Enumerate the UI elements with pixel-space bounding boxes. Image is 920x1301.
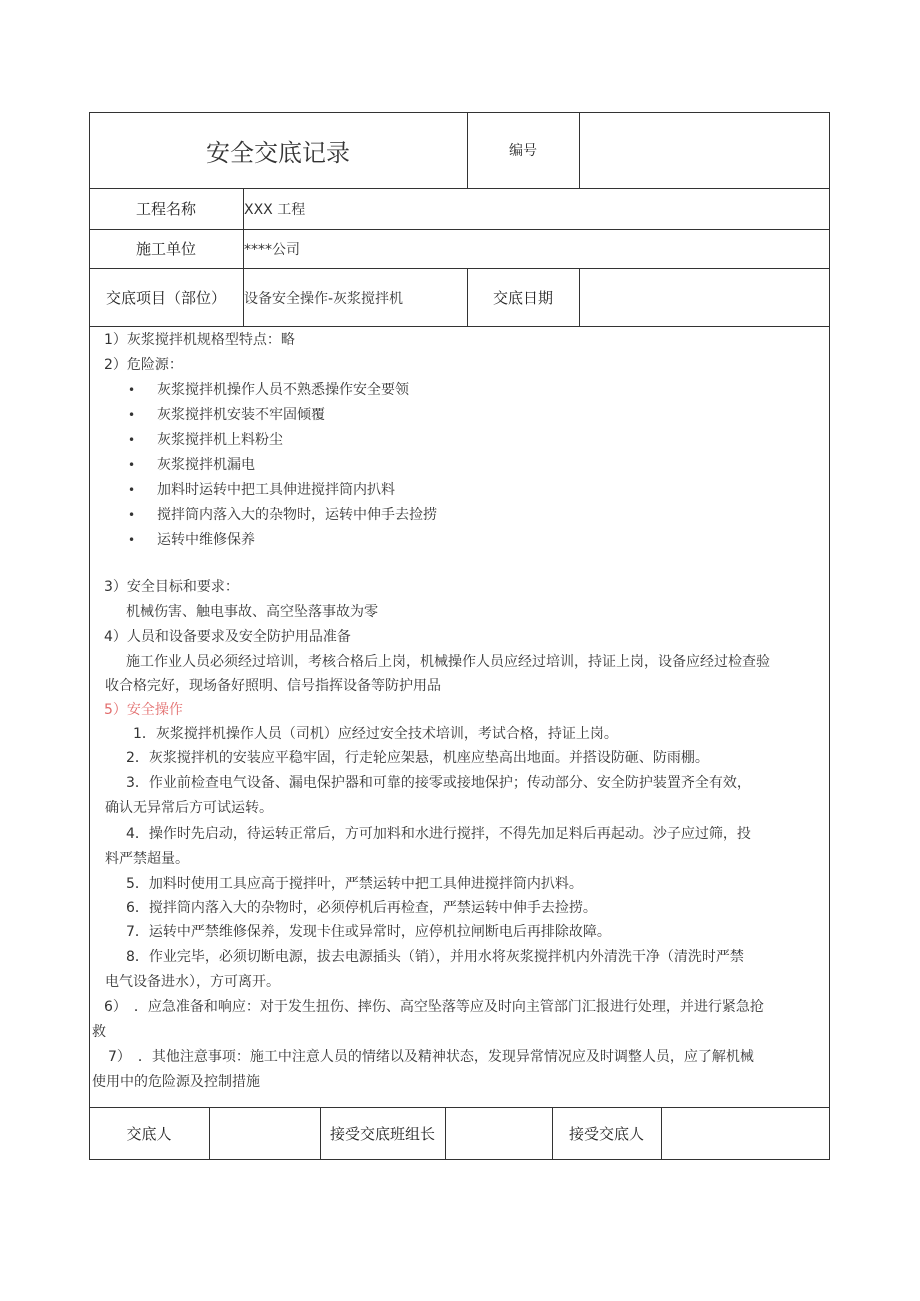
section-6: 6） ．应急准备和响应：对于发生扭伤、摔伤、高空坠落等应及时向主管部门汇报进行处理，并进行紧急抢	[104, 999, 764, 1015]
operation-item: 电气设备进水），方可离开。	[105, 974, 280, 990]
operation-item: 7．运转中严禁维修保养，发现卡住或异常时，应停机拉闸断电后再排除故障。	[126, 924, 611, 940]
section-5: 5）安全操作	[104, 702, 183, 718]
hazard-item: 加料时运转中把工具伸进搅拌筒内扒料	[157, 482, 395, 498]
section-3: 3）安全目标和要求：	[104, 579, 239, 595]
project-name-label: 工程名称	[135, 200, 196, 218]
handover-field[interactable]	[210, 1107, 320, 1160]
section-6-text: 救	[92, 1024, 106, 1040]
item-value: 设备安全操作-灰浆搅拌机	[244, 291, 404, 307]
operation-item: 1．灰浆搅拌机操作人员（司机）应经过安全技术培训，考试合格，持证上岗。	[133, 726, 618, 742]
page-title: 安全交底记录	[206, 138, 350, 167]
receiver-field[interactable]	[662, 1107, 829, 1160]
hazard-item: 灰浆搅拌机上料粉尘	[157, 432, 283, 448]
operation-item: 料严禁超量。	[105, 851, 189, 867]
bullet-icon: •	[128, 533, 136, 547]
operation-item: 确认无异常后方可试运转。	[105, 800, 273, 816]
leader-label: 接受交底班组长	[329, 1125, 435, 1143]
operation-item: 5．加料时使用工具应高于搅拌叶，严禁运转中把工具伸进搅拌筒内扒料。	[126, 876, 583, 892]
section-7: 7） ．其他注意事项：施工中注意人员的情绪以及精神状态，发现异常情况应及时调整人员，应了解机械	[108, 1049, 754, 1065]
hazard-item: 灰浆搅拌机安装不牢固倾覆	[157, 407, 325, 423]
receiver-label: 接受交底人	[568, 1125, 644, 1143]
bullet-icon: •	[128, 433, 136, 447]
date-field[interactable]	[580, 268, 829, 326]
bullet-icon: •	[128, 383, 136, 397]
section-4-text: 施工作业人员必须经过培训，考核合格后上岗，机械操作人员应经过培训，持证上岗，设备应经过检查验	[126, 654, 770, 670]
section-4: 4）人员和设备要求及安全防护用品准备	[104, 629, 351, 645]
bullet-icon: •	[128, 458, 136, 472]
section-1: 1）灰浆搅拌机规格型特点：略	[104, 332, 295, 348]
operation-item: 6．搅拌筒内落入大的杂物时，必须停机后再检查，严禁运转中伸手去捡捞。	[126, 900, 597, 916]
bullet-icon: •	[128, 408, 136, 422]
operation-item: 8．作业完毕，必须切断电源，拔去电源插头（销），并用水将灰浆搅拌机内外清洗干净（清洗时严禁	[126, 949, 744, 965]
row-divider	[89, 326, 830, 327]
unit-value: ****公司	[244, 241, 300, 258]
section-3-text: 机械伤害、触电事故、高空坠落事故为零	[126, 604, 378, 620]
hazard-item: 灰浆搅拌机操作人员不熟悉操作安全要领	[157, 382, 409, 398]
number-label: 编号	[509, 143, 537, 159]
section-2: 2）危险源：	[104, 357, 183, 373]
bullet-icon: •	[128, 508, 136, 522]
date-label: 交底日期	[492, 288, 553, 307]
hazard-item: 运转中维修保养	[157, 532, 255, 548]
operation-item: 4．操作时先启动，待运转正常后，方可加料和水进行搅拌，不得先加足料后再起动。沙子应过筛，投	[126, 826, 751, 842]
section-4-text: 收合格完好，现场备好照明、信号指挥设备等防护用品	[105, 678, 441, 694]
operation-item: 2．灰浆搅拌机的安装应平稳牢固，行走轮应架悬，机座应垫高出地面。并搭设防砸、防雨棚。	[126, 750, 709, 766]
item-label: 交底项目（部位）	[105, 288, 226, 307]
operation-item: 3．作业前检查电气设备、漏电保护器和可靠的接零或接地保护；传动部分、安全防护装置齐全有效，	[126, 775, 751, 791]
project-name-value: XXX 工程	[244, 201, 306, 218]
unit-label: 施工单位	[135, 240, 196, 258]
bullet-icon: •	[128, 483, 136, 497]
number-field[interactable]	[580, 112, 829, 188]
section-7-text: 使用中的危险源及控制措施	[92, 1074, 260, 1090]
hazard-item: 灰浆搅拌机漏电	[157, 457, 255, 473]
handover-label: 交底人	[126, 1125, 172, 1143]
hazard-item: 搅拌筒内落入大的杂物时，运转中伸手去捡捞	[157, 507, 437, 523]
leader-field[interactable]	[446, 1107, 552, 1160]
